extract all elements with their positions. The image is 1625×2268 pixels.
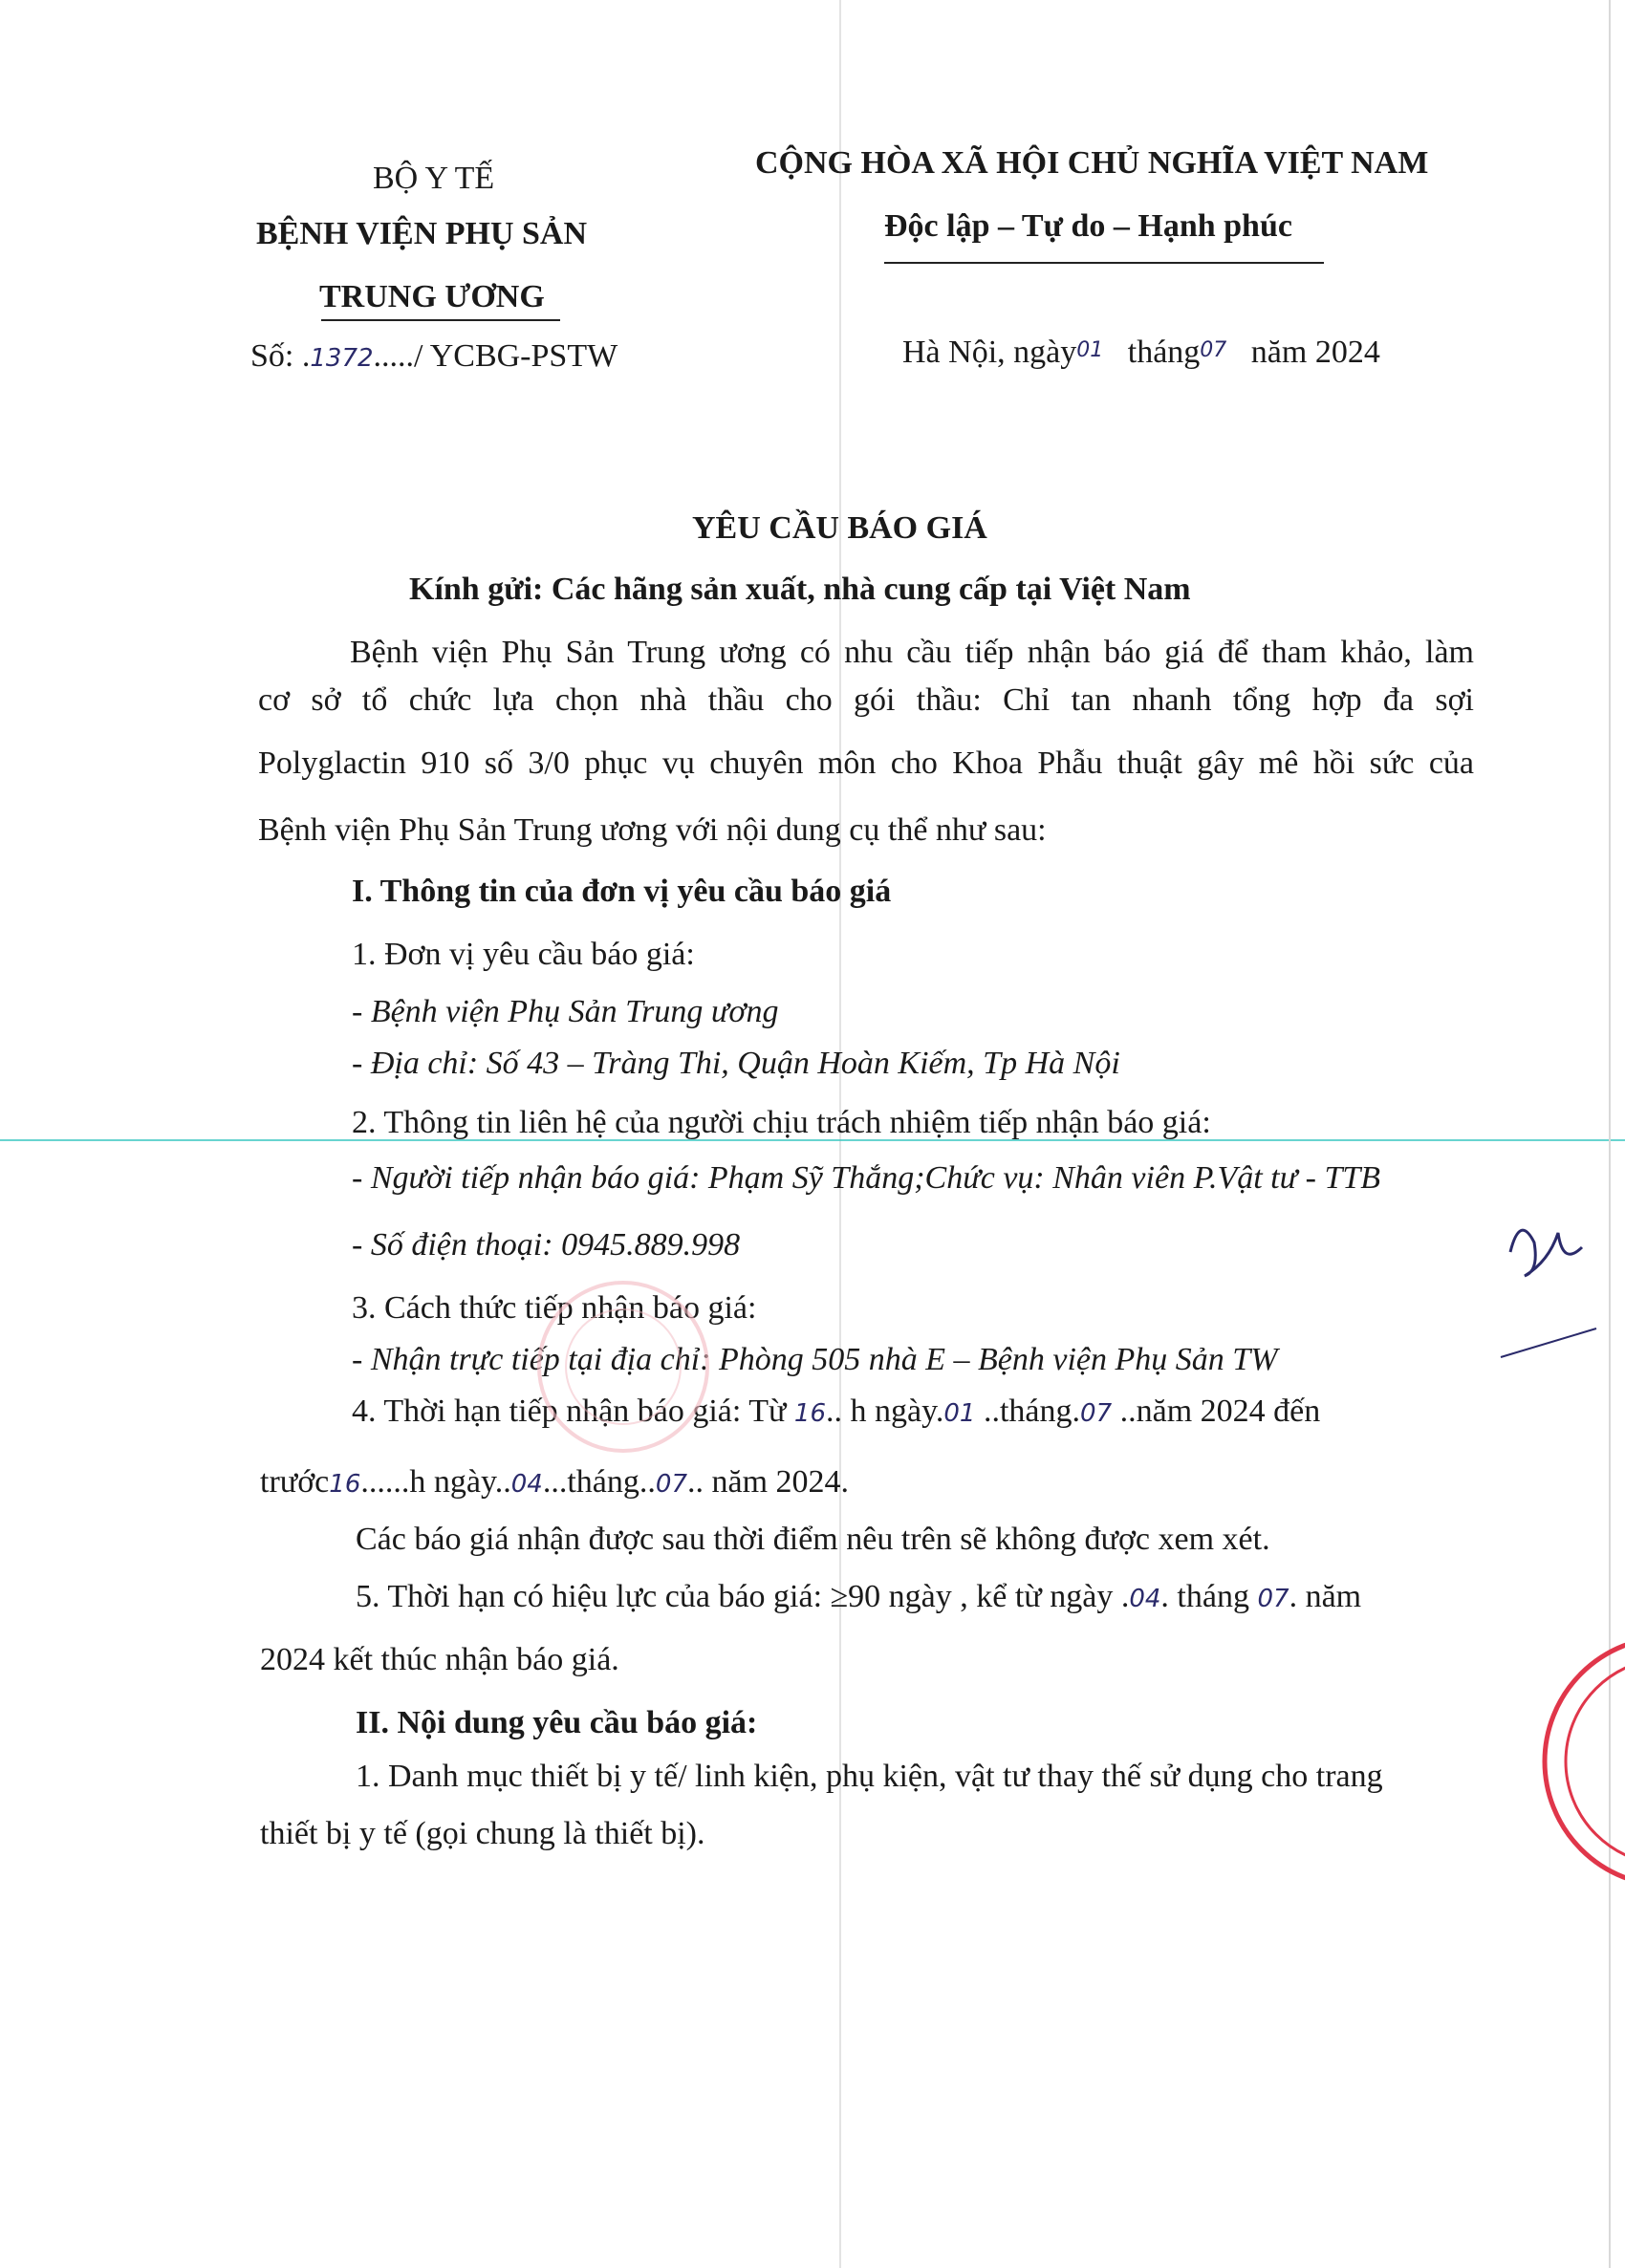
date-month-label: tháng xyxy=(1127,335,1201,370)
section1-item5-line1 xyxy=(356,1579,1361,1615)
number-prefix: Số: . xyxy=(250,338,311,374)
section1-item1-address: - Địa chỉ: Số 43 – Tràng Thi, Quận Hoàn Kiếm, Tp Hà Nội xyxy=(352,1046,1120,1081)
section1-item2-person: - Người tiếp nhận báo giá: Phạm Sỹ Thắng;Chức vụ: Nhân viên P.Vật tư - TTB xyxy=(352,1160,1381,1196)
item5-text-a: 5. Thời hạn có hiệu lực của báo giá: ≥90 ngày , kể từ ngày . xyxy=(356,1579,1130,1614)
section2-heading: II. Nội dung yêu cầu báo giá: xyxy=(356,1705,758,1740)
section1-heading: I. Thông tin của đơn vị yêu cầu báo giá xyxy=(352,874,892,909)
hospital-name-line2: TRUNG ƯƠNG xyxy=(319,279,545,314)
item4-day2: 04 xyxy=(510,1470,543,1499)
section1-item1-name: - Bệnh viện Phụ Sản Trung ương xyxy=(352,994,779,1029)
document-title: YÊU CẦU BÁO GIÁ xyxy=(692,510,987,546)
intro-line-2: cơ sở tổ chức lựa chọn nhà thầu cho gói thầu: Chỉ tan nhanh tổng hợp đa sợi xyxy=(258,682,1474,718)
section1-item3: 3. Cách thức tiếp nhận báo giá: xyxy=(352,1290,757,1326)
item5-text-c: . năm xyxy=(1289,1579,1362,1614)
item4-text-h: .. năm 2024. xyxy=(687,1464,850,1500)
item4-text-e: trước xyxy=(260,1464,330,1500)
section1-item1: 1. Đơn vị yêu cầu báo giá: xyxy=(352,937,695,972)
document-number xyxy=(250,338,618,375)
item4-text-a: 4. Thời hạn tiếp nhận báo giá: Từ xyxy=(352,1393,794,1429)
national-motto: Độc lập – Tự do – Hạnh phúc xyxy=(884,208,1292,244)
date-month-handwritten: 07 xyxy=(1200,338,1227,362)
item5-text-b: . tháng xyxy=(1160,1579,1258,1614)
intro-line-4: Bệnh viện Phụ Sản Trung ương với nội dung cụ thể như sau: xyxy=(258,812,1047,848)
item4-month2: 07 xyxy=(655,1470,687,1499)
date-day-handwritten: 01 xyxy=(1076,338,1104,362)
item4-day1: 01 xyxy=(943,1399,976,1428)
section2-item1-line1: 1. Danh mục thiết bị y tế/ linh kiện, phụ kiện, vật tư thay thế sử dụng cho trang xyxy=(356,1759,1383,1794)
number-suffix: ...../ YCBG-PSTW xyxy=(373,338,618,374)
number-handwritten: 1372 xyxy=(310,344,374,373)
intro-line-3: Polyglactin 910 số 3/0 phục vụ chuyên môn cho Khoa Phẫu thuật gây mê hồi sức của xyxy=(258,745,1474,781)
margin-signature xyxy=(1491,1195,1606,1367)
section1-item4-line2 xyxy=(260,1464,849,1501)
item4-text-g: ...tháng.. xyxy=(542,1464,656,1500)
section1-item4-note: Các báo giá nhận được sau thời điểm nêu trên sẽ không được xem xét. xyxy=(356,1522,1270,1557)
item4-text-b: .. h ngày. xyxy=(826,1393,944,1429)
item4-hour1: 16 xyxy=(793,1399,826,1428)
motto-underline xyxy=(884,262,1324,264)
document-date xyxy=(902,335,1380,371)
faded-stamp-imprint xyxy=(528,1271,719,1462)
item5-month: 07 xyxy=(1257,1585,1289,1613)
page-edge xyxy=(1609,0,1611,2268)
greeting: Kính gửi: Các hãng sản xuất, nhà cung cấp tại Việt Nam xyxy=(409,572,1191,607)
section2-item1-line2: thiết bị y tế (gọi chung là thiết bị). xyxy=(260,1816,705,1851)
section1-item5-line2: 2024 kết thúc nhận báo giá. xyxy=(260,1642,619,1677)
date-place: Hà Nội, ngày xyxy=(902,335,1077,370)
hospital-name-line1: BỆNH VIỆN PHỤ SẢN xyxy=(256,216,588,251)
section1-item2: 2. Thông tin liên hệ của người chịu trách nhiệm tiếp nhận báo giá: xyxy=(352,1105,1211,1140)
section1-item3-detail: - Nhận trực tiếp tại địa chỉ: Phòng 505 nhà E – Bệnh viện Phụ Sản TW xyxy=(352,1342,1278,1377)
intro-line-1: Bệnh viện Phụ Sản Trung ương có nhu cầu tiếp nhận báo giá để tham khảo, làm xyxy=(350,635,1474,670)
item4-hour2: 16 xyxy=(329,1470,361,1499)
item4-text-c: ..tháng. xyxy=(975,1393,1081,1429)
section1-item4-line1 xyxy=(352,1393,1320,1430)
ministry-name: BỘ Y TẾ xyxy=(373,161,495,196)
item4-text-d: ..năm 2024 đến xyxy=(1112,1393,1321,1429)
item5-day: 04 xyxy=(1129,1585,1161,1613)
republic-name: CỘNG HÒA XÃ HỘI CHỦ NGHĨA VIỆT NAM xyxy=(755,145,1429,181)
item4-text-f: ......h ngày.. xyxy=(360,1464,511,1500)
date-year: năm 2024 xyxy=(1250,335,1380,370)
hospital-underline xyxy=(321,319,560,321)
official-stamp xyxy=(1537,1632,1625,1890)
item4-month1: 07 xyxy=(1080,1399,1113,1428)
section1-item2-phone: - Số điện thoại: 0945.889.998 xyxy=(352,1227,741,1263)
